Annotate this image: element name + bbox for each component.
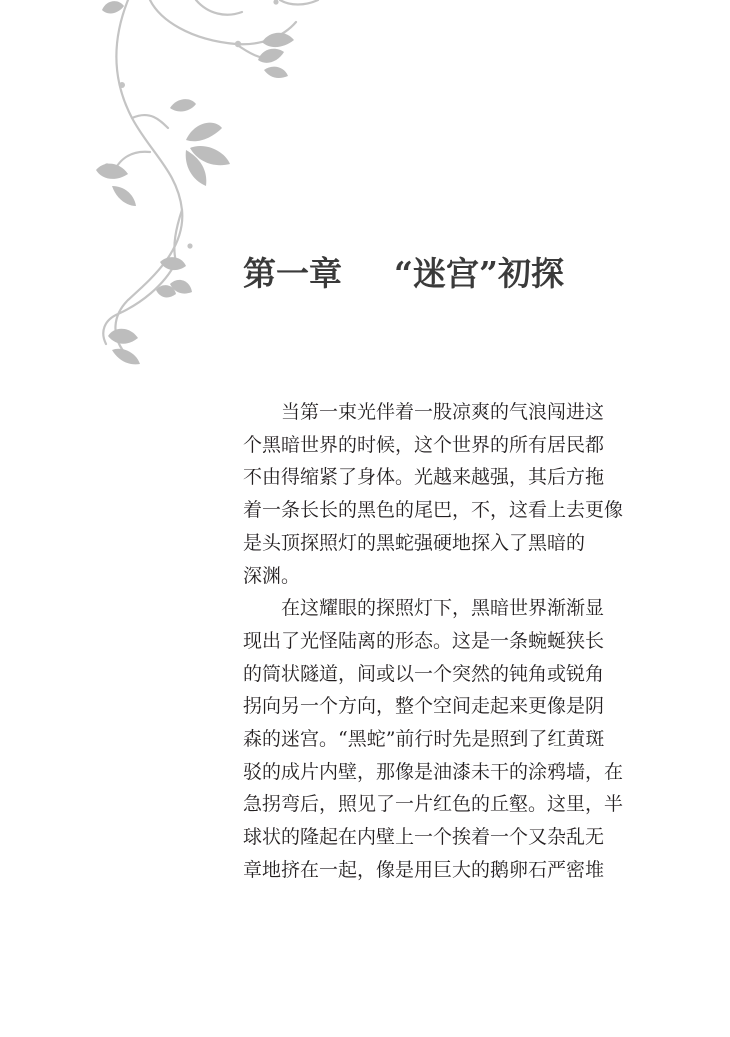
vine-leaf-ornament bbox=[0, 0, 340, 380]
body-text bbox=[243, 396, 627, 887]
paragraph: 当第一束光伴着一股凉爽的气浪闯进这 个黑暗世界的时候，这个世界的所有居民都 不由得缩紧了身体。光越来越强，其后方拖 着一条长长的黑色的尾巴，不，这看上去更像 是头顶探照灯的黑蛇强硬地探入了黑暗的 深渊。 bbox=[243, 401, 624, 587]
paragraph: 在这耀眼的探照灯下，黑暗世界渐渐显 现出了光怪陆离的形态。这是一条蜿蜒狭长 的筒状隧道，间或以一个突然的钝角或锐角 拐向另一个方向，整个空间走起来更像是阴 森的迷宫。“黑蛇”前行时先是照到了红黄斑 驳的成片内壁，那像是油漆未干的涂鸦墙，在 急拐弯后，照见了一片红色的丘壑。这里，半 球状的隆起在内壁上一个挨着一个又杂乱无 章地挤在一起，像是用巨大的鹅卵石严密堆 bbox=[243, 597, 624, 881]
chapter-number: 第一章 bbox=[243, 254, 342, 293]
chapter-title: “迷宫”初探 bbox=[394, 254, 564, 293]
chapter-heading bbox=[243, 252, 564, 296]
